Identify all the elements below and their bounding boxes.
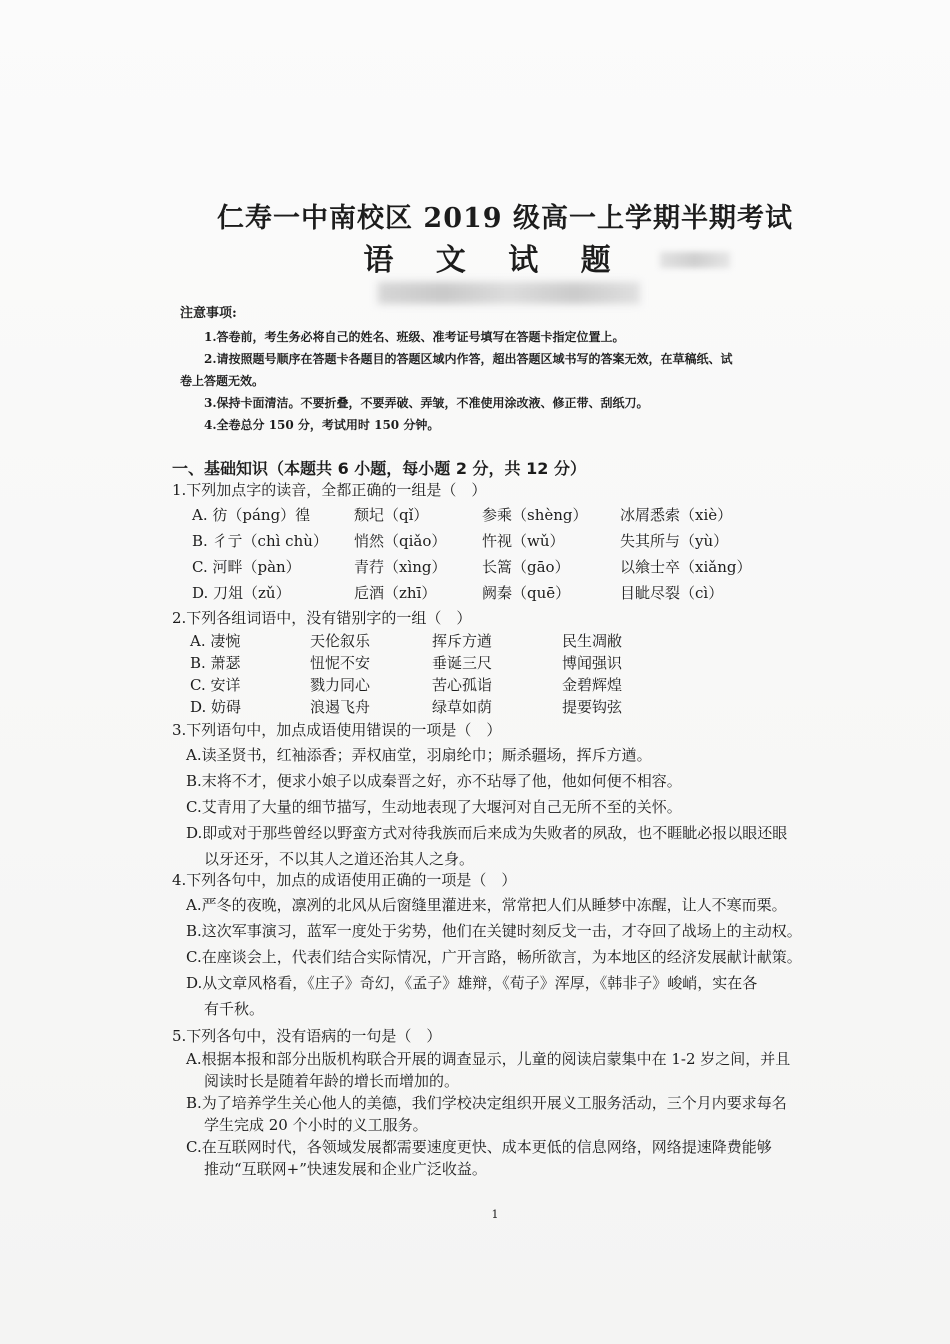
option-cell: 颓圮（qǐ） (354, 506, 429, 524)
option-line: 有千秋。 (204, 1000, 265, 1018)
option-cell: 忤视（wǔ） (482, 532, 565, 550)
notice-item: 2.请按照题号顺序在答题卡各题目的答题区域内作答，超出答题区域书写的答案无效，在草稿纸、试 (204, 352, 733, 366)
option-cell: 失其所与（yù） (620, 532, 729, 550)
option-line: C.在互联网时代，各领域发展都需要速度更快、成本更低的信息网络，网络提速降费能够 (186, 1138, 772, 1156)
option-cell: 民生凋敝 (562, 632, 623, 650)
option-row (172, 652, 852, 674)
option-cell: 挥斥方遒 (432, 632, 493, 650)
page-number: 1 (491, 1208, 499, 1221)
notice-item: 1.答卷前，考生务必将自己的姓名、班级、准考证号填写在答题卡指定位置上。 (204, 330, 625, 344)
question-stem: 2.下列各组词语中，没有错别字的一组（ ） (172, 609, 472, 627)
option-cell: B. 萧瑟 (190, 654, 241, 672)
question-stem: 4.下列各句中，加点的成语使用正确的一项是（ ） (172, 871, 517, 889)
option-row (172, 696, 852, 718)
option-line: C.艾青用了大量的细节描写，生动地表现了大堰河对自己无所不至的关怀。 (186, 798, 682, 816)
option-line: A.读圣贤书，红袖添香；弄权庙堂，羽扇纶巾；厮杀疆场，挥斥方遒。 (186, 746, 652, 764)
question-stem: 5.下列各句中，没有语病的一句是（ ） (172, 1027, 442, 1045)
option-line: 阅读时长是随着年龄的增长而增加的。 (204, 1072, 460, 1090)
option-cell: 冰屑悉索（xiè） (620, 506, 733, 524)
option-cell: B. 彳亍（chì chù） (192, 532, 328, 550)
option-cell: A. 凄惋 (190, 632, 241, 650)
question-1 (172, 478, 852, 606)
option-line: D.从文章风格看，《庄子》奇幻，《孟子》雄辩，《荀子》浑厚，《韩非子》峻峭，实在各 (186, 974, 758, 992)
option-line: C.在座谈会上，代表们结合实际情况，广开言路，畅所欲言，为本地区的经济发展献计献策。 (186, 948, 802, 966)
notice-item: 卷上答题无效。 (180, 374, 265, 388)
option-cell: 苦心孤诣 (432, 676, 493, 694)
option-cell: C. 河畔（pàn） (192, 558, 301, 576)
option-cell: 长篙（gāo） (482, 558, 570, 576)
question-3 (172, 718, 852, 872)
option-row (172, 502, 852, 528)
option-cell: 目眦尽裂（cì） (620, 584, 724, 602)
question-4 (172, 868, 852, 1022)
option-cell: D. 刀俎（zǔ） (192, 584, 291, 602)
option-cell: A. 彷（páng）徨 (192, 506, 311, 524)
option-line: A.严冬的夜晚，凛冽的北风从后窗缝里灌进来，常常把人们从睡梦中冻醒，让人不寒而栗。 (186, 896, 787, 914)
option-cell: 天伦叙乐 (310, 632, 371, 650)
option-cell: 以飨士卒（xiǎng） (620, 558, 752, 576)
option-line: B.这次军事演习，蓝军一度处于劣势，他们在关键时刻反戈一击，才夺回了战场上的主动权。 (186, 922, 802, 940)
option-cell: D. 妨碍 (190, 698, 242, 716)
option-cell: 悄然（qiǎo） (354, 532, 447, 550)
option-line: D.即或对于那些曾经以野蛮方式对待我族而后来成为失败者的夙敌，也不睚眦必报以眼还眼 (186, 824, 788, 842)
redacted-mark (660, 252, 730, 268)
question-stem: 1.下列加点字的读音，全都正确的一组是（ ） (172, 481, 487, 499)
question-2 (172, 606, 852, 718)
option-line: 学生完成 20 个小时的义工服务。 (204, 1116, 428, 1134)
option-cell: 绿草如荫 (432, 698, 493, 716)
option-cell: 浪遏飞舟 (310, 698, 371, 716)
option-cell: C. 安详 (190, 676, 241, 694)
option-line: B.末将不才，便求小娘子以成秦晋之好，亦不玷辱了他，他如何便不相容。 (186, 772, 682, 790)
option-row (172, 554, 852, 580)
option-line: B.为了培养学生关心他人的美德，我们学校决定组织开展义工服务活动，三个月内要求每名 (186, 1094, 787, 1112)
exam-subtitle: 语 文 试 题 (363, 243, 627, 278)
option-cell: 金碧辉煌 (562, 676, 623, 694)
option-cell: 阙秦（quē） (482, 584, 571, 602)
exam-title: 仁寿一中南校区 2019 级高一上学期半期考试 (217, 203, 793, 234)
option-line: A.根据本报和部分出版机构联合开展的调查显示，儿童的阅读启蒙集中在 1-2 岁之间，并且 (186, 1050, 791, 1068)
section-heading: 一、基础知识（本题共 6 小题，每小题 2 分，共 12 分） (172, 459, 586, 478)
notice-item: 4.全卷总分 150 分，考试用时 150 分钟。 (204, 418, 440, 432)
question-stem: 3.下列语句中，加点成语使用错误的一项是（ ） (172, 721, 502, 739)
option-cell: 忸怩不安 (310, 654, 371, 672)
option-cell: 提要钩弦 (562, 698, 623, 716)
redacted-mark (378, 282, 640, 304)
option-cell: 垂诞三尺 (432, 654, 493, 672)
option-cell: 博闻强识 (562, 654, 623, 672)
option-line: 以牙还牙，不以其人之道还治其人之身。 (204, 850, 475, 868)
option-row (172, 674, 852, 696)
option-cell: 参乘（shèng） (482, 506, 588, 524)
notice-item: 3.保持卡面清洁。不要折叠，不要弄破、弄皱，不准使用涂改液、修正带、刮纸刀。 (204, 396, 649, 410)
option-cell: 戮力同心 (310, 676, 371, 694)
option-row (172, 630, 852, 652)
option-row (172, 580, 852, 606)
notice-heading: 注意事项: (180, 306, 237, 321)
question-5 (172, 1024, 852, 1180)
option-row (172, 528, 852, 554)
option-line: 推动“互联网+”快速发展和企业广泛收益。 (204, 1160, 487, 1178)
notice-list (180, 326, 840, 436)
option-cell: 卮酒（zhī） (354, 584, 437, 602)
option-cell: 青荇（xìng） (354, 558, 447, 576)
